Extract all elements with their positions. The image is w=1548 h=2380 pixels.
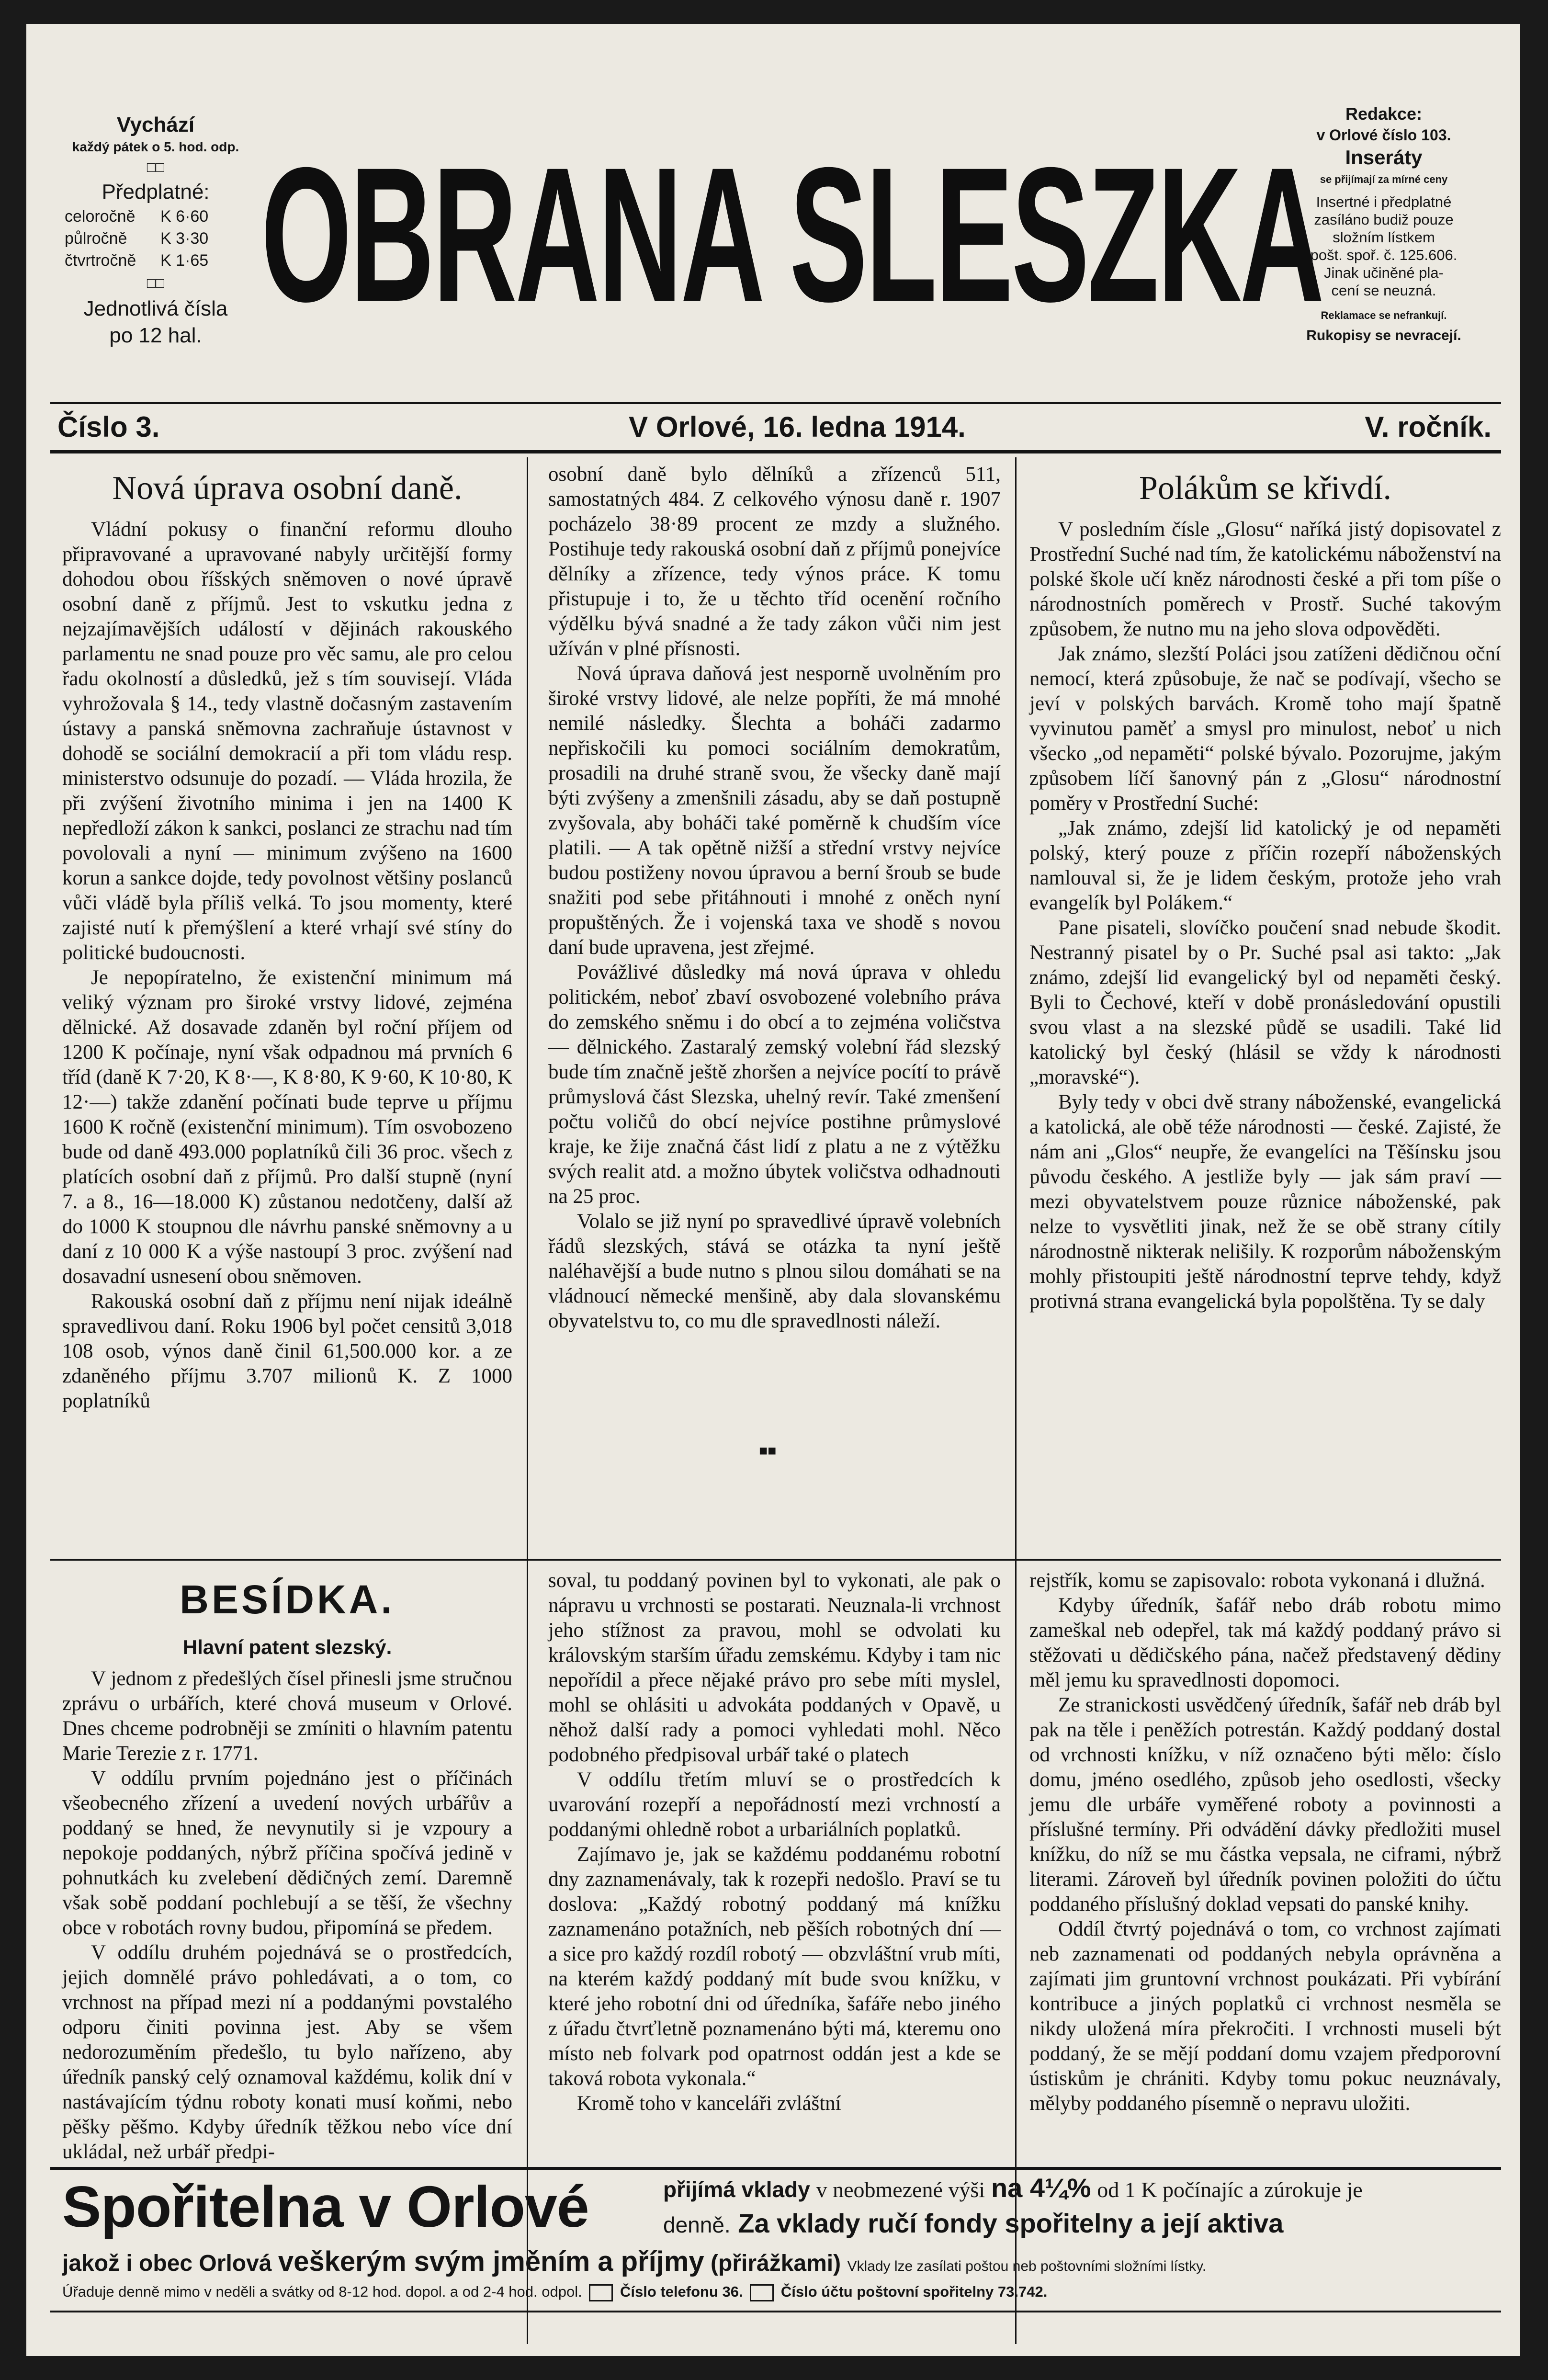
advert-daily: denně. — [663, 2212, 731, 2237]
payment-line: pošt. spoř. č. 125.606. — [1310, 247, 1458, 263]
advert-line2 — [663, 2207, 1496, 2242]
article1-column2 — [548, 462, 1001, 1332]
article1-column1 — [62, 517, 512, 1412]
advert-postal-note: Vklady lze zasílati poštou neb poštovními složními lístky. — [847, 2258, 1207, 2274]
masthead-left-box — [55, 113, 256, 349]
subscription-row: půlročně K 3·30 — [65, 229, 209, 248]
paragraph: rejstřík, komu se zapisovalo: robota vykonaná i dlužná. — [1029, 1569, 1485, 1592]
besidka-header: BESÍDKA. — [180, 1577, 395, 1622]
masthead-title-box — [261, 91, 1323, 397]
advert-line3 — [62, 2246, 1499, 2282]
paragraph: Nová úprava daňová jest nesporně uvolněním pro široké vrstvy lidové, ale nelze popříti, že má mnohé nemilé následky. Šlechta a boháči zadarmo nepřiskočili ku pomoci sociálním demokratům, prosadili na druhé straně svou, že všecky daně mají býti zvýšeny a zmenšnili zásadu, aby se daň postupně zvyšovala, aby boháči také poměrně k chudším více platili. — A tak opětně nižší a střední vrstvy nejvíce budou postiženy novou úpravou a berní šroub se bude snažiti pod sebe přitáhnouti i mnohé z oněch nyní propuštěných. Že i vojenská taxa ve shodě s novou daní bude upravena, jest zřejmé. — [548, 662, 1001, 959]
subscription-table — [55, 205, 256, 272]
issue-bar-top-rule — [50, 402, 1501, 404]
payment-line: složním lístkem — [1333, 229, 1435, 246]
advert-rate: na 4¼% — [991, 2173, 1091, 2203]
editorial-label: Redakce: — [1345, 104, 1423, 124]
paragraph: Povážlivé důsledky má nová úprava v ohledu politickém, neboť zbaví osvobozené volebního práva do zemského sněmu i do obcí a to zejména voličstva — dělnického. Zastaralý zemský volební řád slezský bude tím značně ještě zhoršen a nejvíce pocítí to právě průmyslová část Slezska, uhelný revír. Také zmenšení počtu voličů do obcí nejvíce postihne průmyslové kraje, ke žije značná část lidí z platu a ne z výtěžku svých realit atd. a možno úbytek voličstva odhadnouti na 25 proc. — [548, 961, 1001, 1208]
column-rule — [527, 457, 528, 2344]
payment-line: Insertné i předplatné — [1316, 193, 1452, 210]
newspaper-page — [26, 24, 1520, 2356]
advert-name: Spořitelna v Orlové — [62, 2174, 589, 2239]
article2-column — [1029, 517, 1501, 1470]
advert-phone: Číslo telefonu 36. — [620, 2283, 743, 2300]
advert-guarantee: Za vklady ručí fondy spořitelny a její aktiva — [738, 2208, 1284, 2238]
issue-number: Číslo 3. — [57, 411, 160, 443]
ornament: □□ — [147, 159, 165, 175]
masthead-right-box — [1274, 103, 1494, 346]
advert-line1 — [663, 2173, 1496, 2205]
inserts-title: Inseráty — [1345, 146, 1423, 169]
advert-bottom-rule — [50, 2311, 1501, 2312]
subscription-row: čtvrtročně K 1·65 — [65, 251, 209, 270]
publish-frequency: Vychází — [116, 113, 195, 136]
payment-info — [1274, 193, 1494, 299]
advert-top-rule — [50, 2167, 1501, 2170]
paragraph: Pane pisateli, slovíčko poučení snad nebude škodit. Nestranný pisatel by o Pr. Suché psal asi takto: „Jak známo, zdejší lid evangelický byl od nepaměti český. Byli to Čechové, kteří v době pronásledování opustili svou vlast a na slezské půdě se usadili. Také lid katolický byl český (hlásil se vždy k národnosti „moravské“). — [1029, 917, 1501, 1088]
paragraph: Rakouská osobní daň z příjmu není nijak ideálně spravedlivou daní. Roku 1906 byl počet censitů 3,018 108 osob, výnos daně činil 61,500.000 kor. a ze zdaněného příjmu 3.707 milionů K. Z 1000 poplatníků — [62, 1290, 512, 1412]
paragraph: Zajímavo je, jak se každému poddanému robotní dny zaznamenávaly, tak k rozepři nedošlo. Praví se tu doslova: „Každý robotný poddaný má knížku zaznamenáno potažních, neb pěších robotných dní — a sice pro každý rozdíl robotý — obzvláštní vrub míti, na kterém každý poddaný mít bude svou knížku, v které jeho robotní dni od úředníka, šafáře nebo jiného z úřadu čtvrťletně poznamenáno býti má, kteremu ono místo neb folvark pod opatrnost oddán jest a kde se taková robota vykonala.“ — [548, 1843, 1001, 2090]
besidka-rule — [50, 1559, 1501, 1561]
paragraph: V oddílu třetím mluví se o prostředcích k uvarování rozepří a nepořádností mezi vrchností a poddanými ohledně robot a urbariálních poplatků. — [548, 1768, 1001, 1841]
advert-account: Číslo účtu poštovní spořitelny 73.742. — [780, 2283, 1048, 2300]
paragraph: Je nepopíratelno, že existenční minimum má veliký význam pro široké vrstvy lidové, zejména dělnické. Až dosavade zdaněn byl roční příjem od 1200 K počínaje, nyní však odpadnou má prvních 6 tříd (daně K 7·20, K 8·—, K 8·80, K 9·60, K 10·80, K 12·—) takže zdanění počínati bude teprve u příjmu 1600 K ročně (existenční minimum). Tím osvobozeno bude od daně 493.000 poplatníků čili 36 proc. všech z platících osobní daň z příjmů. Pro další stupně (nyní 7. a 8., 16—18.000 K) zůstanou nedotčeny, další až do 1000 K stoupnou dle návrhu panské sněmovny a u daní z 10 000 K a výše nastoupí 3 proc. zvýšení nad dosavadní usnesení obou sněmoven. — [62, 966, 512, 1288]
besidka-column2 — [548, 1568, 1001, 2162]
payment-line: cení se neuzná. — [1331, 282, 1436, 299]
payment-line: Jinak učiněné pla- — [1324, 264, 1444, 281]
besidka-subtitle: Hlavní patent slezský. — [182, 1636, 392, 1658]
paragraph: Byly tedy v obci dvě strany náboženské, evangelická a katolická, ale obě téže národnosti — české. Zajisté, že nám ani „Glos“ neupře, že evangelíci na Těšínsku jsou původu českého. A jestliže byly — jak sám praví — mezi obyvatelstvem pouze různice náboženské, pak nelze to vysvětliti jinak, než že se obě strany cítily národnostně nikterak nelišily. K rozporům náboženským mohly přistoupiti ještě národnostní teprve tehdy, když protivná strana evangelická byla popolštěna. Ty se daly — [1029, 1091, 1501, 1313]
paragraph: osobní daně bylo dělníků a zřízenců 511, samostatných 484. Z celkového výnosu daně r. 1907 pocházelo 38·89 procent ze mzdy a služného. Postihuje tedy rakouská osobní daň z příjmů ponejvíce dělníky a zřízence, tedy výnos práce. K tomu přistupuje i to, že u těchto tříd ocenění ročního výdělku bývá snadné a že tady zákon vůči nim jest užíván v plné přísnosti. — [548, 463, 1001, 660]
postal-icon — [750, 2284, 774, 2301]
advert-surcharges: (přirážkami) — [711, 2251, 841, 2276]
advert-assets: veškerým svým jměním a příjmy — [278, 2246, 704, 2277]
paragraph: V posledním čísle „Glosu“ naříká jistý dopisovatel z Prostřední Suché nad tím, že katolickému náboženství na polské škole učí kněz národnosti české a při tom píše o národnostních poměrech v Prostř. Suché takovým způsobem, že nutno mu na jeho slova odpověděti. — [1029, 518, 1501, 640]
article1-title: Nová úprava osobní daně. — [112, 470, 463, 507]
paragraph: Kromě toho v kanceláři zvláštní — [577, 2092, 841, 2115]
manuscripts-note: Rukopisy se nevracejí. — [1306, 328, 1461, 343]
paragraph: Vládní pokusy o finanční reformu dlouho připravované a upravované nabyly určitější formy dohodou obou říšských sněmoven o nové úpravě osobní daně z příjmů. Jest to vskutku jedna z nejzajímavějších událostí v dějinách rakouského parlamentu ne snad pouze pro věc samu, ale pro celou řadu okolností a důsledků, jež s tím souvisejí. Vláda vyhrožovala § 14., tedy vlastně dočasným zastavením ústavy a panská sněmovna zachraňuje ústavnost v dohodě se sociální demokracií a při tom vládu resp. ministerstvo odsunuje do pozadí. — Vláda hrozila, že při zvýšení životního minima i jen na 1400 K nepředloží zákon k sankci, poslanci ze strachu nad tím povolovali a nyní — minimum zvýšeno na 1600 korun a sankce dojde, tedy povolnost většiny poslanců vůči vládě byla příliš velká. To jsou momenty, které zajisté nutí k přemýšlení a které vrhají své stíny do politické budoucnosti. — [62, 518, 512, 964]
paragraph: „Jak známo, zdejší lid katolický je od nepaměti polský, který pouze z příčin rozepří náboženských namlouval si, že je lidem českým, protože jeho vrah evangelík byl Polákem.“ — [1029, 817, 1501, 914]
newspaper-title: OBRANA SLESZKA — [261, 127, 1323, 341]
column-rule — [1015, 457, 1017, 2344]
advert-municipality: jakož i obec Orlová — [62, 2251, 272, 2276]
single-copy-line2: po 12 hal. — [109, 324, 202, 347]
advert-unlimited: v neobmezené výši — [816, 2177, 985, 2202]
paragraph: Volalo se již nyní po spravedlivé úpravě volebních řádů slezských, stává se otázka ta nyní ještě naléhavější a bude nutno s plnou silou domáhati se na vládnoucí německé menšině, aby dala slovanskému obyvatelstvu to, co mu dle spravedlnosti náleží. — [548, 1210, 1001, 1332]
article2-title: Polákům se křivdí. — [1139, 470, 1391, 507]
besidka-column1 — [62, 1666, 512, 2162]
issue-bar-bottom-rule — [50, 450, 1501, 453]
issue-place-date: V Orlové, 16. ledna 1914. — [629, 411, 966, 443]
advert-interest: od 1 K počínajíc a zúrokuje je — [1097, 2177, 1363, 2202]
paragraph: V oddílu druhém pojednává se o prostředcích, jejich domnělé právo pohledávati, a o tom, co vrchnost na případ mezi ní a poddanými povstalého odporu činiti povinna jest. Aby se všem nedorozuměním předešlo, tu bylo nařízeno, aby úředník panský celý oznamoval každému, kolik dní v nastávajícím týdnu roboty konati musí koňmi, nebo pěšky pěšmo. Kdyby úředník těžkou nebo více dní ukládal, než urbář předpi- — [62, 1941, 512, 2163]
paragraph: Kdyby úředník, šafář nebo dráb robotu mimo zameškal neb odepřel, tak má každý poddaný právo si stěžovati u dědičského pána, načež představený dědiny měl jemu ku spravedlnosti dopomoci. — [1029, 1594, 1501, 1691]
besidka-column3 — [1029, 1568, 1501, 2162]
inserts-note: se přijímají za mírné ceny — [1320, 173, 1448, 185]
paragraph: Oddíl čtvrtý pojednává o tom, co vrchnost zajímati neb zaznamenati od poddaných nebyla oprávněna a zajímati jim gruntovní vrchnost poukázati. Při vybírání kontribuce a jiných poplatků ci vrchnost nesměla se nikdy uložená míra překročiti. I vrchnosti museli být poddaný, že se mějí poddaní domu vzajem předporovní ústiskům je chrániti. Kdyby tomu pokuc neuznávaly, mělyby poddaného písemně o nepravu uložiti. — [1029, 1918, 1501, 2115]
paragraph: soval, tu poddaný povinen byl to vykonati, ale pak o nápravu u vrchnosti se postarati. Neuznala-li vrchnost jeho stížnost za pravou, mohl se odvolati ku královským starším úřadu zemskému. Kdyby i tam nic nepořídil a přece nějaké právo pro sebe míti myslel, mohl se ohlásiti u advokáta poddaných v Opavě, u něhož další rady a pomoci vyhledati mohl. Něco podobného předpisoval urbář také o platech — [548, 1569, 1001, 1766]
payment-line: zasíláno budiž pouze — [1314, 211, 1454, 228]
volume-number: V. ročník. — [1365, 411, 1492, 443]
complaints-note: Reklamace se nefrankují. — [1321, 309, 1447, 321]
paragraph: V oddílu prvním pojednáno jest o příčinách všeobecného zřízení a uvedení nových urbářův a poddaný se hned, že nevynutily si je vzpoury a nepokoje poddaných, nýbrž příčina spočívá jedině v pohnutkách ku zvelebení dědičných zemí. Daremně však sobě poddaní pochlebují a se těší, že všechny obce v robotách rovny budou, připomíná se předem. — [62, 1767, 512, 1939]
subscription-title: Předplatné: — [102, 180, 210, 204]
paragraph: Ze stranickosti usvědčený úředník, šafář neb dráb byl pak na těle i peněžích potrestán. Každý poddaný dostal od vrchnosti knížku, v níž označeno býti mělo: číslo domu, jméno osedlého, způsob jeho osedlosti, všecky jemu dle urbáře vyměřené roboty a povinnosti a příslušné termíny. Při odvádění dávky předložiti musel knížku, do níž se mu částka vepsala, ne ciframi, nýbrž literami. Zároveň byl úředník povinen položiti do účtu poddaného příslušný doklad vepsati do panské knihy. — [1029, 1694, 1501, 1915]
subscription-row: celoročně K 6·60 — [65, 207, 209, 226]
ornament: □□ — [147, 275, 165, 291]
advert-line4 — [62, 2280, 1499, 2303]
paragraph: Jak známo, slezští Poláci jsou zatíženi dědičnou oční nemocí, která způsobuje, že nač se podívají, všecho se jeví v polských barvách. Kromě toho mají špatně vyvinutou paměť a smysl pro minulost, neboť u nich všecko „od nepaměti“ polské bývalo. Pozorujme, jakým způsobem líčí šanovný pán z „Glosu“ národnostní poměry v Prostřední Suché: — [1029, 643, 1501, 815]
single-copy-line1: Jednotlivá čísla — [83, 297, 228, 320]
paragraph: V jednom z předešlých čísel přinesli jsme stručnou zprávu o urbářích, které chová museum v Orlové. Dnes chceme podrobněji se zmíniti o hlavním patentu Marie Terezie z r. 1771. — [62, 1667, 512, 1765]
publish-time: každý pátek o 5. hod. odp. — [72, 139, 239, 154]
article-end-mark: ■■ — [759, 1443, 777, 1459]
advert-hours: Úřaduje denně mimo v neděli a svátky od 8-12 hod. dopol. a od 2-4 hod. odpol. — [62, 2283, 582, 2300]
phone-icon — [589, 2284, 613, 2301]
advert-deposits: přijímá vklady — [663, 2177, 810, 2202]
editorial-address: v Orlové číslo 103. — [1316, 126, 1451, 144]
